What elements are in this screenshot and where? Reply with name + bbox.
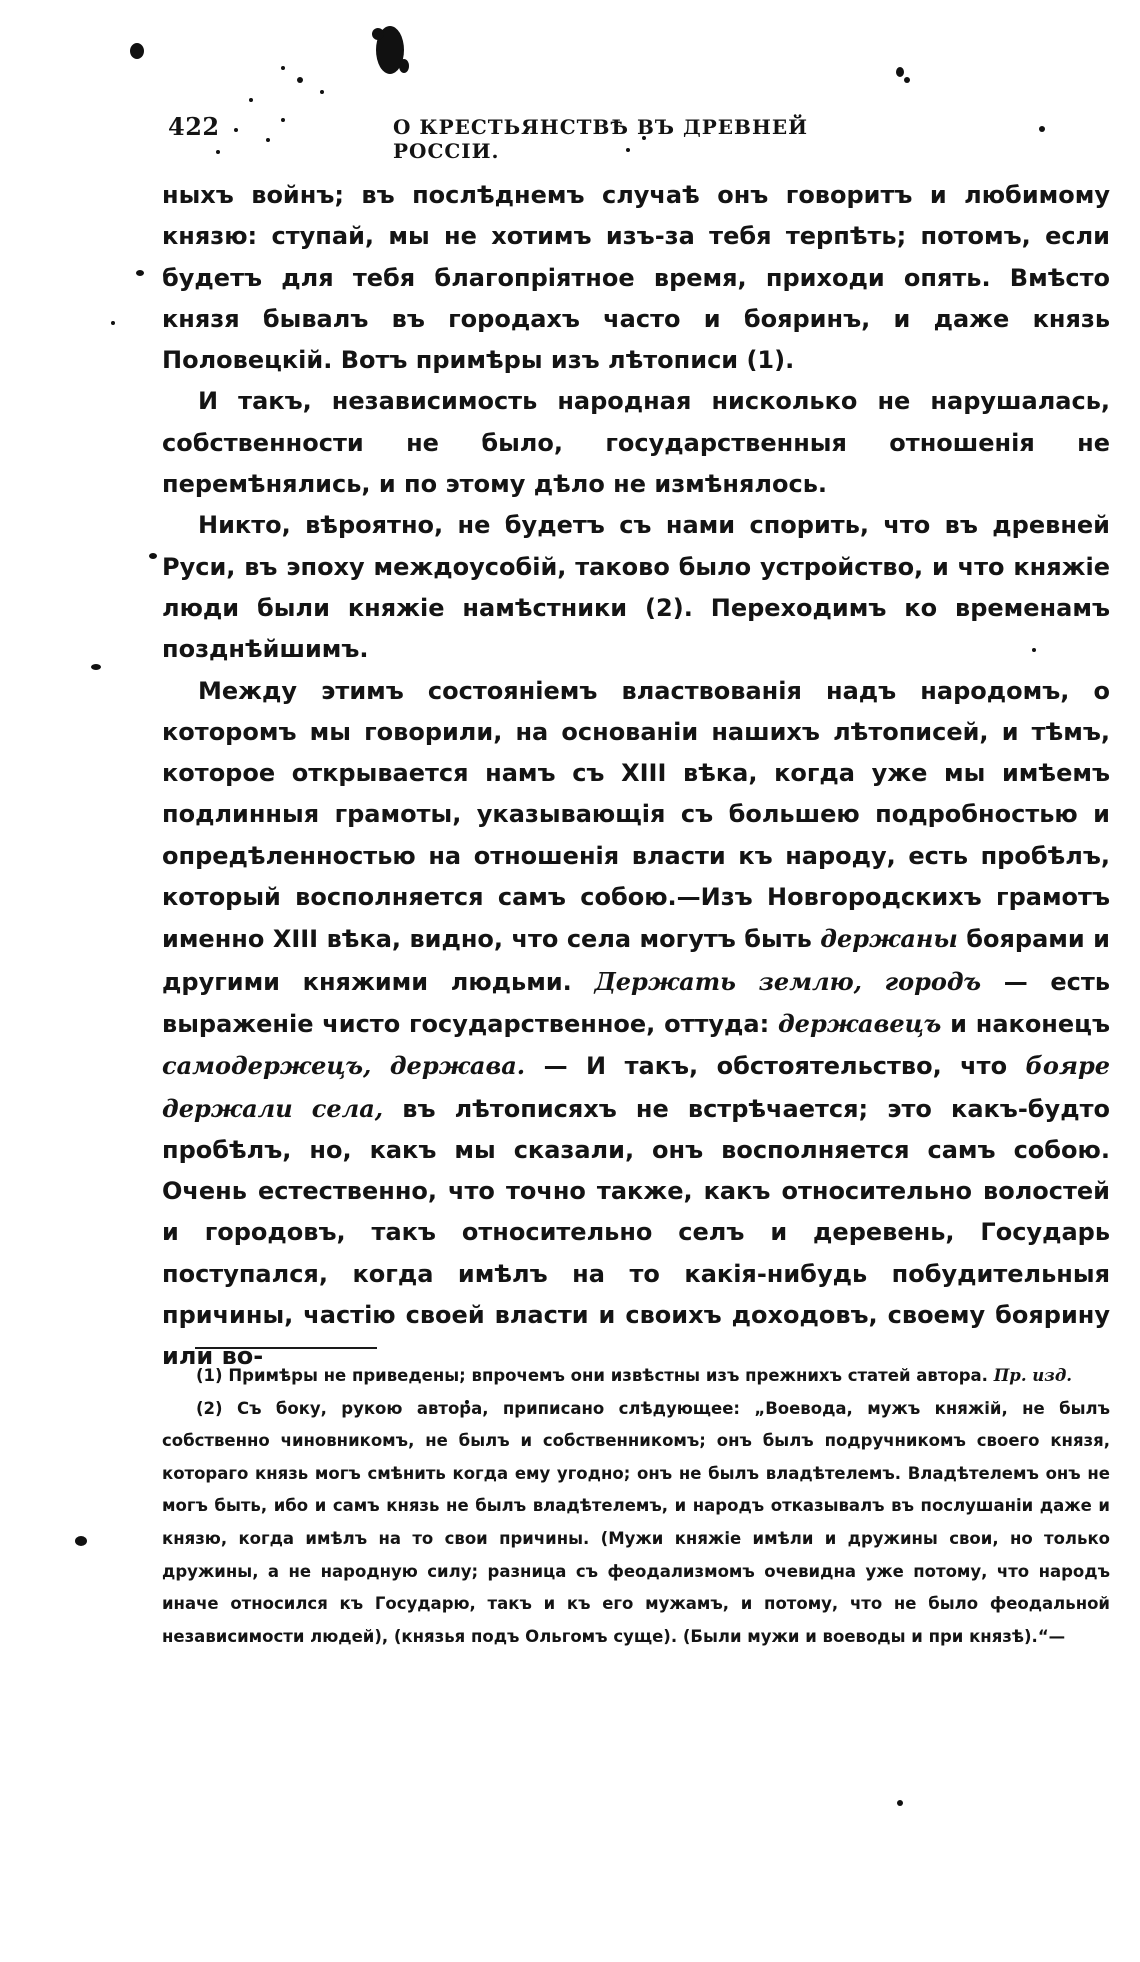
footnote [162,1360,1110,1393]
italic-run: державецъ [777,1008,942,1038]
text-run: — есть выраженіе чисто государственное, оттуда: [162,967,1110,1038]
footnote [162,1393,1110,1654]
italic-run: Держать землю, городъ [594,966,982,996]
text-run: Между этимъ состояніемъ властвованія надъ народомъ, о которомъ мы говорили, на основаніи нашихъ лѣтописей, и тѣмъ, которое открывается намъ съ XIII вѣка, когда уже мы имѣемъ подлинныя грамоты, указывающія съ большею подробностью и опредѣленностью на отношенія власти къ народу, есть пробѣлъ, который восполняется самъ собою.—Изъ Новгородскихъ грамотъ именно XIII вѣка, видно, что села могутъ быть [162,676,1110,954]
paragraph: Никто, вѣроятно, не будетъ съ нами спорить, что въ древней Руси, въ эпоху междоусобій, таково было устройство, и что княжіе люди были княжіе намѣстники (2). Переходимъ ко временамъ позднѣйшимъ. [162,511,1110,664]
text-run: въ лѣтописяхъ не встрѣчается; это какъ-будто пробѣлъ, но, какъ мы сказали, онъ восполняется самъ собою. Очень естественно, что точно также, какъ относительно волостей и городовъ, такъ относительно селъ и деревень, Государь поступался, когда имѣлъ на то какія-нибудь побудительныя причины, частію своей власти и своихъ доходовъ, своему боярину или во- [162,1094,1110,1371]
footnote-divider [195,1347,377,1349]
main-text [162,175,1110,1378]
text-run: боярами и другими княжими людьми. [162,925,1110,996]
page-header [168,112,898,163]
footnote-text: Съ боку, рукою автора, приписано слѣдующее: „Воевода, мужъ княжій, не былъ собственно чиновникомъ, не былъ и собственникомъ; онъ былъ подручникомъ своего князя, котораго князь могъ смѣнить когда ему угодно; онъ не былъ владѣтелемъ. Владѣтелемъ онъ не могъ быть, ибо и самъ князь не былъ владѣтелемъ, и народъ отказывалъ въ послушаніи даже и князю, когда имѣлъ на то свои причины. (Мужи княжіе имѣли и дружины свои, но только дружины, а не народную силу; разница съ феодализмомъ очевидна уже потому, что народъ иначе относился къ Государю, такъ и къ его мужамъ, и потому, что не было феодальной независимости людей), (князья подъ Ольгомъ суще). (Были мужи и воеводы и при князѣ).“— [162,1398,1110,1646]
italic-run: самодержецъ, держава. [162,1051,526,1081]
footnotes [162,1360,1110,1653]
running-title: О КРЕСТЬЯНСТВѢ ВЪ ДРЕВНЕЙ РОССІИ. [393,115,808,163]
paragraph: ныхъ войнъ; въ послѣднемъ случаѣ онъ говоритъ и любимому князю: ступай, мы не хотимъ изъ-за тебя терпѣть; потомъ, если будетъ для тебя благопріятное время, приходи опять. Вмѣсто князя бывалъ въ городахъ часто и бояринъ, и даже князь Половецкій. Вотъ примѣры изъ лѣтописи (1). [162,181,1110,375]
footnote-text: Примѣры не приведены; впрочемъ они извѣстны изъ прежнихъ статей автора. [222,1366,994,1385]
footnote-mark: (2) [196,1398,223,1418]
italic-run: держаны [820,924,958,954]
text-run: — И такъ, обстоятельство, что [525,1052,1026,1081]
footnote-mark: (1) [196,1366,223,1385]
paragraph [162,671,1110,1378]
page-number: 422 [168,112,220,141]
text-run: и наконецъ [941,1009,1110,1038]
paragraph: И такъ, независимость народная нисколько не нарушалась, собственности не было, государственныя отношенія не перемѣнялись, и по этому дѣло не измѣнялось. [162,387,1110,499]
footnote-italic: Пр. изд. [993,1366,1073,1385]
italic-run: бояре держали села, [162,1051,1110,1123]
